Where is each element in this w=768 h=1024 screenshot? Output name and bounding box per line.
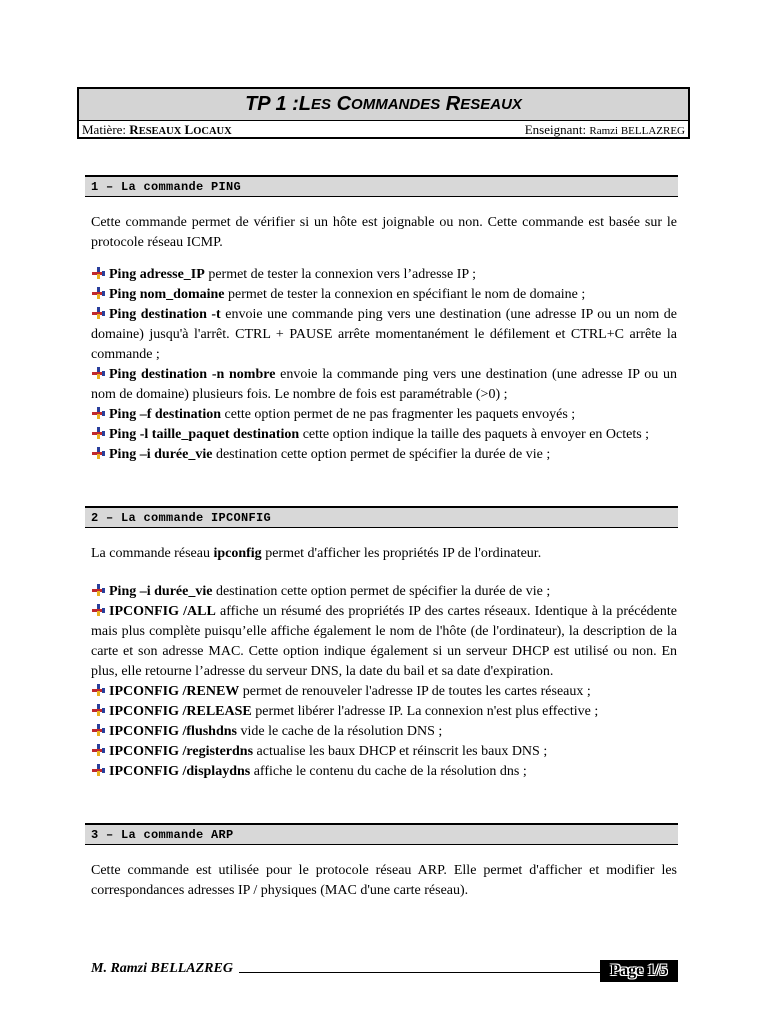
title-word-3-initial: R <box>445 93 461 115</box>
bullet-icon <box>91 584 107 596</box>
list-item <box>91 305 677 365</box>
subject-word-1-initial: R <box>129 121 139 137</box>
command-description: destination cette option permet de spécifier la durée de vie ; <box>212 584 551 599</box>
command-description: actualise les baux DHCP et réinscrit les baux DNS ; <box>253 744 548 759</box>
section-intro-ping: Cette commande permet de vérifier si un hôte est joignable ou non. Cette commande est basée sur le protocole réseau ICMP. <box>91 215 677 250</box>
title-word-2-rest: OMMANDES <box>351 96 441 113</box>
command-description: cette option indique la taille des paquets à envoyer en Octets ; <box>299 427 650 442</box>
bullet-icon <box>91 684 107 696</box>
teacher <box>525 122 685 138</box>
bullet-icon <box>91 447 107 459</box>
list-item <box>91 365 677 405</box>
bullet-icon <box>91 267 107 279</box>
subject-word-2-initial: L <box>184 121 194 137</box>
command-description: permet de tester la connexion vers l’adresse IP ; <box>204 267 477 282</box>
section-intro-arp: Cette commande est utilisée pour le protocole réseau ARP. Elle permet d'afficher et modifier les correspondances adresses IP / physiques (MAC d'une carte réseau). <box>91 863 677 898</box>
command-name: IPCONFIG /ALL <box>109 604 216 619</box>
command-description: cette option permet de ne pas fragmenter les paquets envoyés ; <box>221 407 576 422</box>
list-item <box>91 742 677 762</box>
document-title <box>79 89 688 121</box>
bullet-icon <box>91 764 107 776</box>
title-word-1-initial: L <box>298 93 312 115</box>
page-number: Page 1/5 <box>610 962 668 979</box>
command-name: Ping –f destination <box>109 407 222 422</box>
command-name: Ping -l taille_paquet destination <box>109 427 300 442</box>
list-item <box>91 722 677 742</box>
section-intro-ipconfig <box>91 544 677 564</box>
command-description: permet libérer l'adresse IP. La connexion n'est plus effective ; <box>251 704 599 719</box>
command-name: IPCONFIG /RENEW <box>109 684 240 699</box>
header-info-row <box>79 121 688 138</box>
intro-keyword: ipconfig <box>213 546 262 561</box>
command-name: Ping destination -t <box>109 307 221 322</box>
section-heading-arp: 3 – La commande ARP <box>85 823 678 845</box>
list-item <box>91 285 677 305</box>
ipconfig-command-list <box>91 582 677 782</box>
command-name: Ping –i durée_vie <box>109 584 213 599</box>
list-item <box>91 405 677 425</box>
command-description: affiche le contenu du cache de la résolution dns ; <box>250 764 527 779</box>
command-description: destination cette option permet de spécifier la durée de vie ; <box>212 447 551 462</box>
section-heading-ipconfig: 2 – La commande IPCONFIG <box>85 506 678 528</box>
list-item <box>91 702 677 722</box>
command-name: IPCONFIG /registerdns <box>109 744 254 759</box>
section-heading-ping: 1 – La commande PING <box>85 175 678 197</box>
subject <box>82 122 232 138</box>
page-footer <box>91 960 678 982</box>
list-item <box>91 762 677 782</box>
command-name: IPCONFIG /RELEASE <box>109 704 252 719</box>
command-description: permet de tester la connexion en spécifiant le nom de domaine ; <box>224 287 586 302</box>
bullet-icon <box>91 724 107 736</box>
command-description: envoie une commande ping vers une destination (une adresse IP ou un nom de domaine) jusqu'à l'arrêt. CTRL + PAUSE arrête momentanément le défilement et CTRL+C arrête la commande ; <box>91 307 677 362</box>
command-name: IPCONFIG /flushdns <box>109 724 237 739</box>
bullet-icon <box>91 427 107 439</box>
command-description: permet de renouveler l'adresse IP de toutes les cartes réseaux ; <box>239 684 591 699</box>
command-description: affiche un résumé des propriétés IP des cartes réseaux. Identique à la précédente mais plus complète puisqu’elle affiche également le nom de l'hôte (de l'ordinateur), la description de la carte et son adresse MAC. Cette option indique également si un serveur DHCP est utilisé ou non. En plus, elle retourne l’adresse du serveur DNS, la date du bail et sa date d'expiration. <box>91 604 677 679</box>
command-name: Ping –i durée_vie <box>109 447 213 462</box>
bullet-icon <box>91 704 107 716</box>
title-word-3-rest: ESEAUX <box>460 96 522 113</box>
command-name: Ping adresse_IP <box>109 267 205 282</box>
page-number-box <box>600 960 678 982</box>
intro-text: La commande réseau <box>91 546 214 561</box>
command-name: IPCONFIG /displaydns <box>109 764 251 779</box>
command-name: Ping destination -n nombre <box>109 367 276 382</box>
ping-command-list <box>91 265 677 465</box>
bullet-icon <box>91 604 107 616</box>
command-name: Ping nom_domaine <box>109 287 225 302</box>
title-prefix: TP 1 : <box>245 93 299 115</box>
list-item <box>91 265 677 285</box>
bullet-icon <box>91 307 107 319</box>
command-description: vide le cache de la résolution DNS ; <box>236 724 443 739</box>
subject-label: Matière: <box>82 121 130 137</box>
title-word-1-rest: ES <box>311 96 332 113</box>
bullet-icon <box>91 407 107 419</box>
bullet-icon <box>91 367 107 379</box>
bullet-icon <box>91 287 107 299</box>
subject-word-1-rest: ESEAUX <box>138 125 182 137</box>
footer-author: M. Ramzi BELLAZREG <box>91 961 239 977</box>
teacher-name: Ramzi BELLAZREG <box>589 124 685 137</box>
intro-text: permet d'afficher les propriétés IP de l'ordinateur. <box>261 546 542 561</box>
document-header <box>77 87 690 139</box>
subject-word-2-rest: OCAUX <box>193 125 232 137</box>
list-item <box>91 602 677 682</box>
teacher-label: Enseignant: <box>524 121 590 137</box>
command-description: envoie la commande ping vers une destination (une adresse IP ou un nom de domaine) plusieurs fois. Le nombre de fois est paramétrable (>0) ; <box>91 367 677 402</box>
list-item <box>91 425 677 445</box>
list-item <box>91 582 677 602</box>
list-item <box>91 445 677 465</box>
bullet-icon <box>91 744 107 756</box>
list-item <box>91 682 677 702</box>
title-word-2-initial: C <box>336 93 352 115</box>
